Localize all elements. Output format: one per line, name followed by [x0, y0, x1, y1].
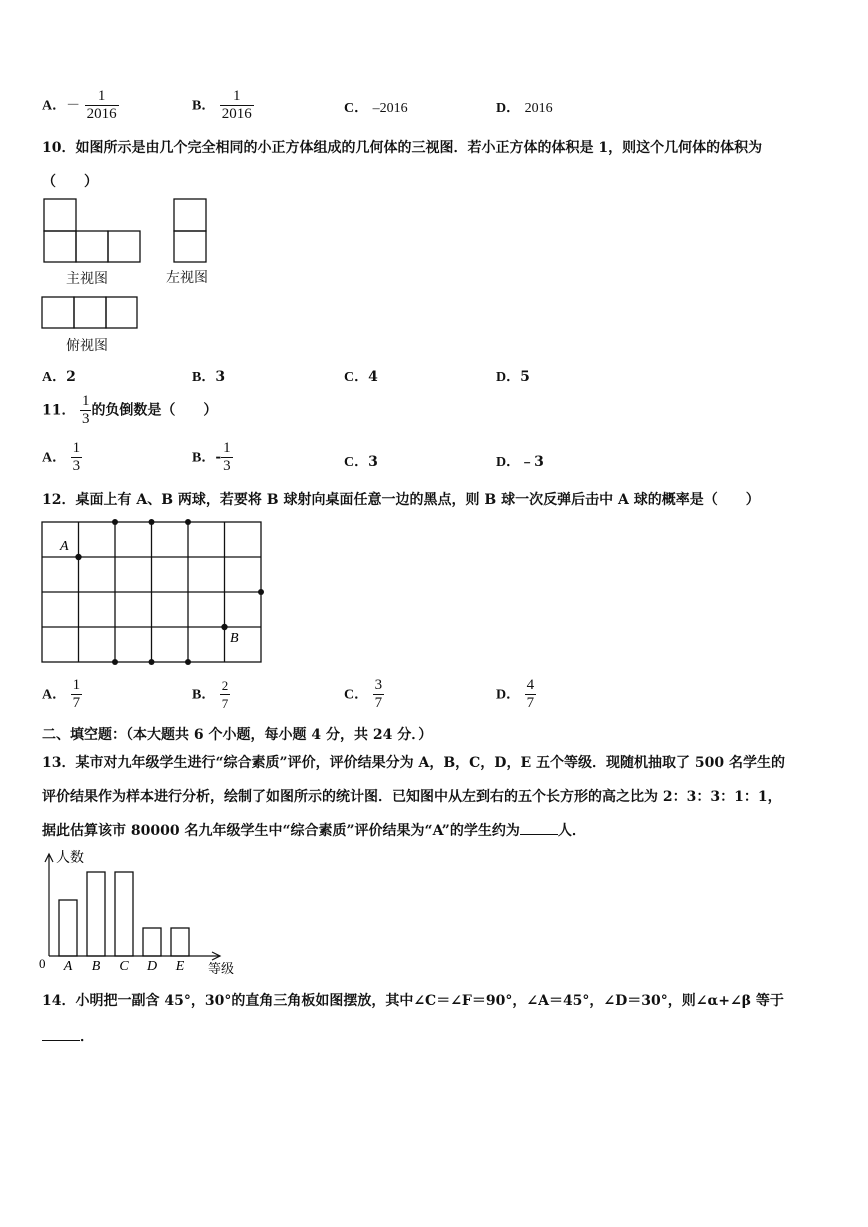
q9-option-d: D． 2016	[496, 101, 553, 116]
q12-option-d: D． $\frac{4}{7}$	[496, 677, 535, 711]
q14-line-1: 14．小明把一副含 45°，30°的直角三角板如图摆放，其中∠C＝∠F＝90°，∠A＝45°，∠D＝30°，则∠α+∠β 等于	[42, 993, 784, 1009]
point-a-label: A	[60, 539, 69, 554]
q10-option-a: A．2	[42, 369, 76, 385]
y-axis-label: 人数	[56, 850, 84, 866]
answer-blank[interactable]	[42, 1026, 80, 1041]
origin-label: 0	[39, 956, 46, 971]
q9-option-a: A．－ $\frac{1}{2016}$	[42, 88, 117, 122]
ball-a	[75, 554, 81, 560]
category-label-e: E	[175, 959, 185, 974]
q11-option-a: A． $\frac{1}{3}$	[42, 440, 81, 474]
answer-blank[interactable]	[520, 820, 558, 835]
category-label-c: C	[119, 959, 129, 974]
black-point	[112, 659, 118, 665]
q10-option-d: D．5	[496, 369, 530, 385]
left-view-label: 左视图	[166, 270, 208, 286]
q12-option-a: A． $\frac{1}{7}$	[42, 677, 81, 711]
left-view-grid	[174, 199, 206, 262]
black-point	[258, 589, 264, 595]
bar-d	[143, 928, 161, 956]
front-view-label: 主视图	[66, 271, 108, 287]
q10-option-b: B．3	[192, 369, 226, 385]
black-point	[112, 519, 118, 525]
black-point	[149, 519, 155, 525]
black-point	[185, 519, 191, 525]
q13-line-1: 13．某市对九年级学生进行“综合素质”评价，评价结果分为 A，B，C，D，E 五个等级．现随机抽取了 500 名学生的	[42, 755, 785, 771]
q11-option-d: D．﹣3	[496, 454, 544, 470]
x-axis-label: 等级	[208, 962, 235, 977]
q10-option-c: C．4	[344, 369, 378, 385]
q9-option-b: B． $\frac{1}{2016}$	[192, 88, 252, 122]
top-view-grid	[42, 297, 137, 328]
q12-option-c: C． $\frac{3}{7}$	[344, 677, 383, 711]
category-label-a: A	[63, 959, 73, 974]
bar-a	[59, 900, 77, 956]
q11-stem: 11． $\frac{1}{3}$ 的负倒数是（ ）	[42, 393, 218, 427]
q10-stem: 10．如图所示是由几个完全相同的小正方体组成的几何体的三视图．若小正方体的体积是 1，则这个几何体的体积为	[42, 140, 763, 156]
q14-line-2: ．	[42, 1026, 94, 1046]
section-2-heading: 二、填空题：（本大题共 6 个小题，每小题 4 分，共 24 分．）	[42, 727, 433, 743]
point-b-label: B	[230, 631, 239, 646]
black-point	[149, 659, 155, 665]
bar-c	[115, 872, 133, 956]
black-point	[185, 659, 191, 665]
q11-option-c: C．3	[344, 454, 378, 470]
bar-b	[87, 872, 105, 956]
q12-stem: 12．桌面上有 A、B 两球，若要将 B 球射向桌面任意一边的黑点，则 B 球一次反弹后击中 A 球的概率是（ ）	[42, 492, 760, 508]
bar-e	[171, 928, 189, 956]
q11-option-b: B．- $\frac{1}{3}$	[192, 440, 231, 474]
category-label-d: D	[146, 959, 158, 974]
q10-answer-paren: （ ）	[42, 174, 98, 190]
ball-b	[221, 624, 227, 630]
q13-line-3: 据此估算该市 80000 名九年级学生中“综合素质”评价结果为“A”的学生约为 人．	[42, 820, 586, 840]
front-view-grid	[44, 199, 140, 262]
category-label-b: B	[91, 959, 101, 974]
q13-bar-chart	[34, 842, 248, 978]
q13-line-2: 评价结果作为样本进行分析，绘制了如图所示的统计图．已知图中从左到右的五个长方形的高之比为 2：3：3：1：1，	[42, 789, 782, 805]
q12-billiard-table	[36, 514, 272, 674]
top-view-label: 俯视图	[66, 338, 108, 354]
q9-option-c: C． –2016	[344, 101, 408, 116]
q12-option-b: B． $\frac{2}{7}$	[192, 678, 229, 711]
